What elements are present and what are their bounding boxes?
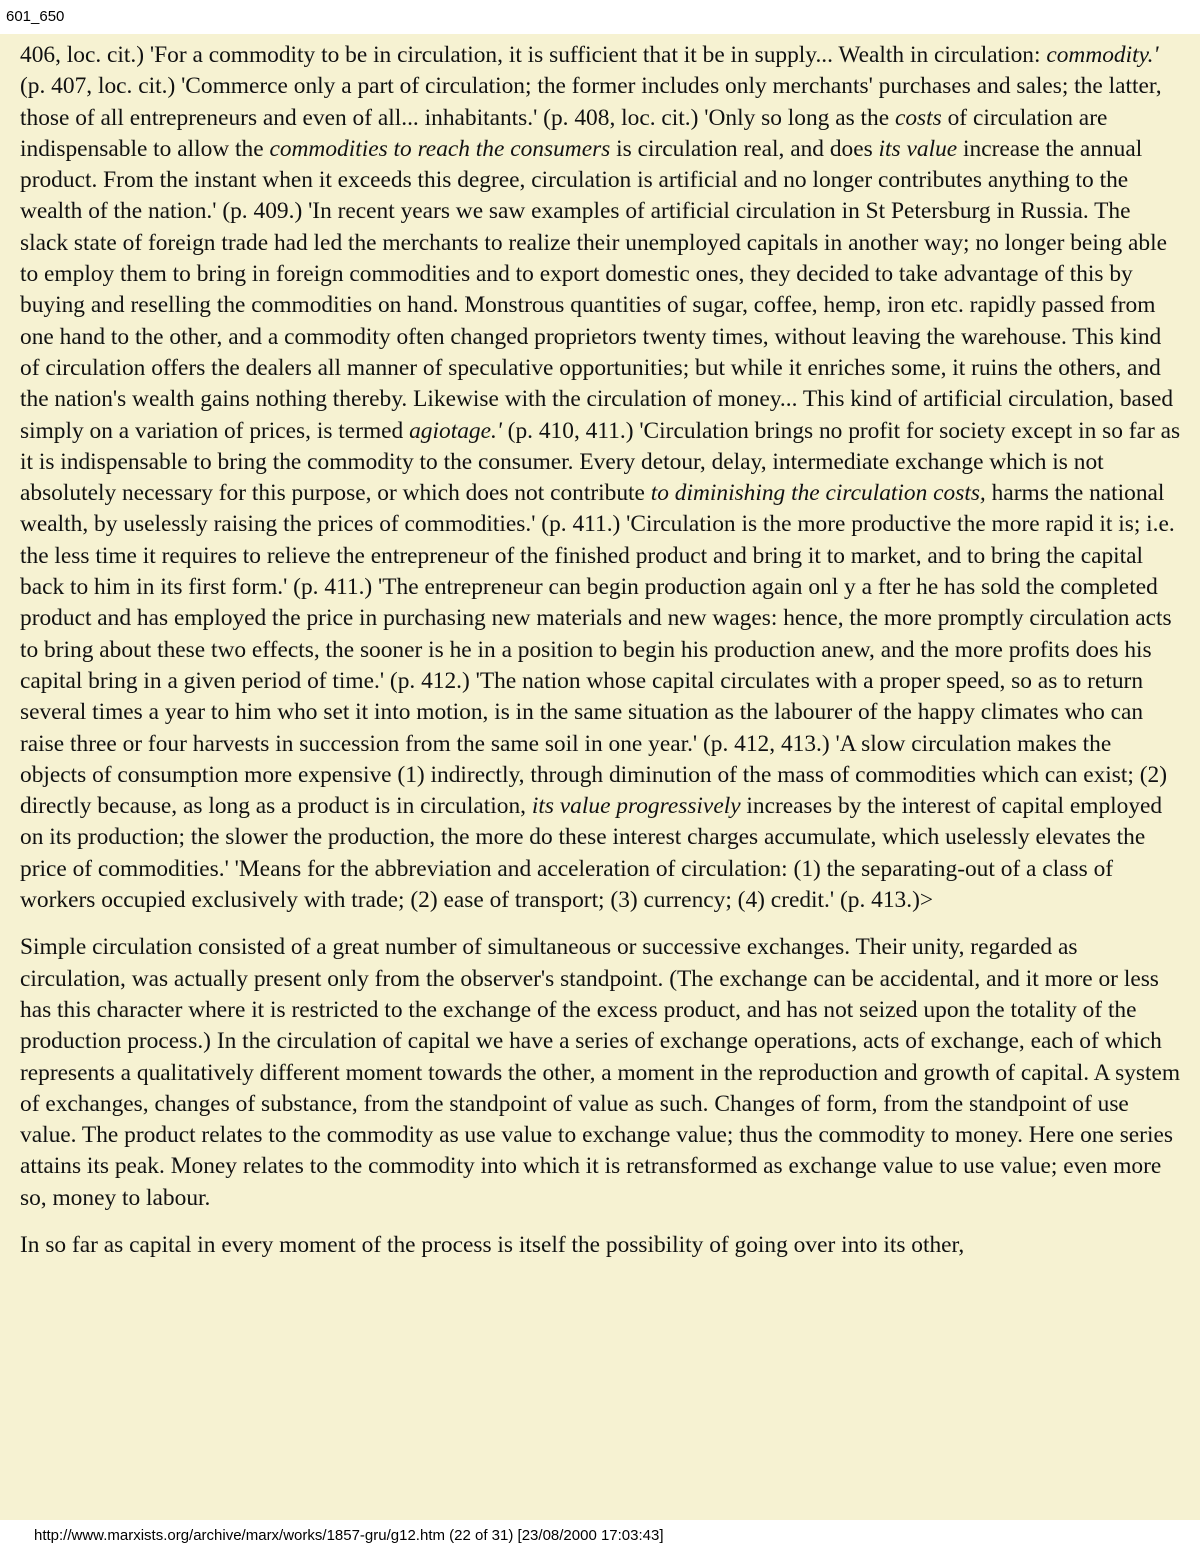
text-run: Simple circulation consisted of a great number of simultaneous or successive exchanges. Their unity, regarded as circulation, was actually present only from the observer's standpoint. (The exchange can be accidental, and it more or less has this character where it is restricted to the exchange of the excess product, and has not seized upon the totality of the production process.) In the circulation of capital we have a series of exchange operations, acts of exchange, each of which represents a qualitatively different moment towards the other, a moment in the reproduction and growth of capital. A system of exchanges, changes of substance, from the standpoint of value as such. Changes of form, from the standpoint of use value. The product relates to the commodity as use value to exchange value; thus the commodity to money. Here one series attains its peak. Money relates to the commodity into which it is retransformed as exchange value to use value; even more so, money to labour. bbox=[20, 934, 1181, 1211]
print-timestamp: [23/08/2000 17:03:43] bbox=[517, 1527, 664, 1544]
page-range-label: 601_650 bbox=[6, 8, 65, 25]
text-run: (p. 407, loc. cit.) 'Commerce only a part of circulation; the former includes only merchants' purchases and sales; the latter, those of all entrepreneurs and even of all... inhabitants.' (p. 408, loc. cit.) 'Only so long as the bbox=[20, 73, 1162, 131]
italic-run: its value progressively bbox=[531, 793, 741, 820]
text-run: (p. 410, 411.) 'Circulation brings no profit for society except in so far as it is indispensable to bring the commodity to the consumer. Every detour, delay, intermediate exchange which is not absolutely necessary for this purpose, or which does not contribute bbox=[20, 417, 1181, 507]
text-run: harms the national wealth, by uselessly raising the prices of commodities.' (p. 411.) 'Circulation is the more productive the more rapid it is; i.e. the less time it requires to relieve the entrepreneur of the finished product and bring it to market, and to bring the capital back to him in its first form.' (p. 411.) 'The entrepreneur can begin production again onl y a fter he has sold the completed product and has employed the price in purchasing new materials and new wages: hence, the more promptly circulation acts to bring about these two effects, the sooner is he in a position to begin his production anew, and the more profits does his capital bring in a given period of time.' (p. 412.) 'The nation whose capital circulates with a proper speed, so as to return several times a year to him who set it into motion, is in the same situation as the labourer of the happy climates who can raise three or four harvests in succession from the same soil in one year.' (p. 412, 413.) 'A slow circulation makes the objects of consumption more expensive (1) indirectly, through diminution of the mass of commodities which can exist; (2) directly because, as long as a product is in circulation, bbox=[20, 480, 1175, 820]
source-url: http://www.marxists.org/archive/marx/works/1857-gru/g12.htm bbox=[34, 1527, 445, 1544]
document-page bbox=[0, 34, 1200, 1520]
text-run: of circulation are indispensable to allow the bbox=[20, 104, 1108, 162]
page-footer bbox=[34, 1527, 664, 1544]
text-run: increase the annual product. From the instant when it exceeds this degree, circulation is artificial and no longer contributes anything to the wealth of the nation.' (p. 409.) 'In recent years we saw examples of artificial circulation in St Petersburg in Russia. The slack state of foreign trade had led the merchants to realize their unemployed capitals in another way; no longer being able to employ them to bring in foreign commodities and to export domestic ones, they decided to take advantage of this by buying and reselling the commodities on hand. Monstrous quantities of sugar, coffee, hemp, iron etc. rapidly passed from one hand to the other, and a commodity often changed proprietors twenty times, without leaving the warehouse. This kind of circulation offers the dealers all manner of speculative opportunities; but while it enriches some, it ruins the others, and the nation's wealth gains nothing thereby. Likewise with the circulation of money... This kind of artificial circulation, based simply on a variation of prices, is termed bbox=[20, 135, 1174, 444]
page-counter: (22 of 31) bbox=[449, 1527, 514, 1544]
text-run: In so far as capital in every moment of the process is itself the possibility of going over into its other, bbox=[20, 1231, 965, 1258]
text-run: increases by the interest of capital employed on its production; the slower the production, the more do these interest charges accumulate, which uselessly elevates the price of commodities.' 'Means for the abbreviation and acceleration of circulation: (1) the separating-out of a class of workers occupied exclusively with trade; (2) ease of transport; (3) currency; (4) credit.' (p. 413.)> bbox=[20, 793, 1163, 914]
italic-run: costs bbox=[894, 104, 942, 131]
italic-run: to diminishing the circulation costs, bbox=[650, 480, 986, 507]
italic-run: agiotage.' bbox=[409, 417, 502, 444]
page-range-header bbox=[6, 8, 64, 25]
document-body bbox=[20, 40, 1182, 1277]
paragraph-capital-process bbox=[20, 1230, 1182, 1261]
text-run: is circulation real, and does bbox=[610, 135, 879, 162]
italic-run: its value bbox=[878, 135, 958, 162]
paragraph-simple-circulation bbox=[20, 932, 1182, 1214]
italic-run: commodity.' bbox=[1046, 42, 1159, 68]
paragraph-quotation bbox=[20, 40, 1182, 916]
italic-run: commodities to reach the consumers bbox=[269, 135, 611, 162]
text-run: 406, loc. cit.) 'For a commodity to be in circulation, it is sufficient that it be in supply... Wealth in circulation: bbox=[20, 42, 1047, 68]
